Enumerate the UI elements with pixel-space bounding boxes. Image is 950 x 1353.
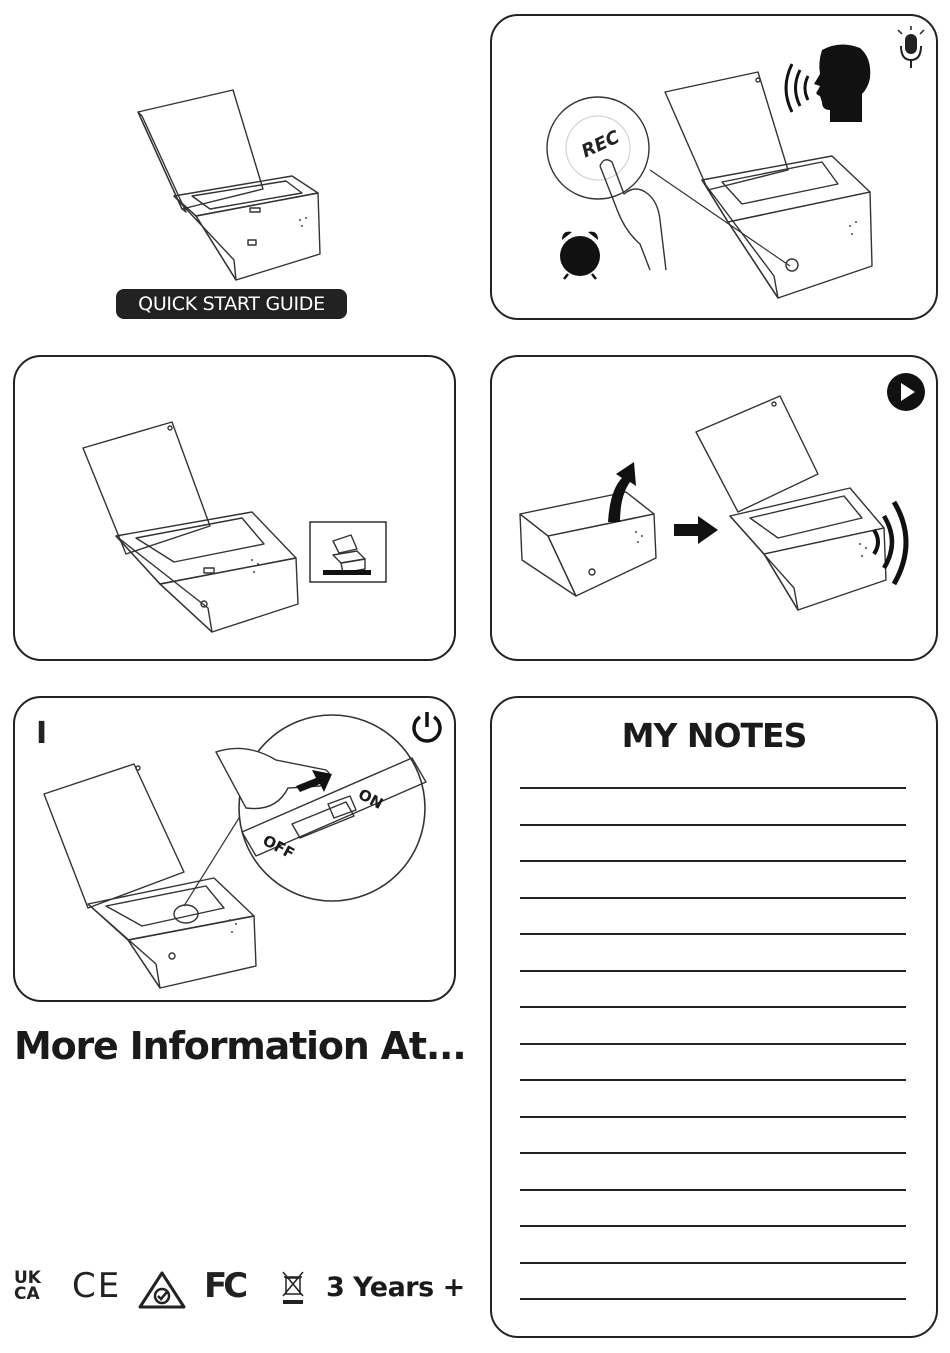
- note-line: [520, 1298, 906, 1300]
- sound-waves-icon: [870, 498, 920, 588]
- note-line: [520, 1079, 906, 1081]
- switch-off-label: OFF: [259, 831, 298, 863]
- note-line: [520, 787, 906, 789]
- switch-on-label: ON: [355, 785, 387, 813]
- quick-start-badge: QUICK START GUIDE: [116, 289, 347, 319]
- switch-zoom-icon: [236, 712, 436, 912]
- note-line: [520, 860, 906, 862]
- note-line: [520, 897, 906, 899]
- note-line: [520, 1225, 906, 1227]
- note-line: [520, 1262, 906, 1264]
- switch-arrow-icon: [296, 766, 336, 796]
- microphone-icon: [895, 26, 927, 70]
- closed-box-icon: [518, 492, 668, 602]
- play-box-illustration: [694, 396, 894, 616]
- age-label: 3 Years +: [326, 1272, 465, 1303]
- fcc-mark-icon: FC: [204, 1266, 245, 1306]
- note-line: [520, 824, 906, 826]
- ukca-bottom: CA: [14, 1284, 40, 1304]
- rec-button-label: REC: [578, 126, 623, 163]
- note-line: [520, 1189, 906, 1191]
- ukca-mark-icon: [14, 1270, 41, 1302]
- lift-lid-arrow-icon: [600, 460, 640, 526]
- notes-panel: [490, 696, 938, 1338]
- alarm-clock-icon: [556, 228, 606, 280]
- rcm-mark-icon: [138, 1271, 186, 1309]
- weee-bin-icon: [281, 1270, 305, 1306]
- record-box-illustration: [650, 62, 880, 302]
- ukca-top: UK: [14, 1268, 41, 1288]
- note-line: [520, 1152, 906, 1154]
- more-info-heading: More Information At...: [14, 1024, 466, 1068]
- note-line: [520, 1006, 906, 1008]
- note-line: [520, 1043, 906, 1045]
- power-box-illustration: [42, 760, 262, 990]
- note-line: [520, 970, 906, 972]
- step-marker: I: [36, 716, 48, 751]
- open-box-icon: [80, 412, 310, 632]
- box-on-charger-icon: [309, 521, 387, 583]
- note-line: [520, 1116, 906, 1118]
- note-line: [520, 933, 906, 935]
- notes-title: MY NOTES: [621, 716, 807, 755]
- ce-mark-icon: CE: [72, 1266, 122, 1306]
- cover-box-illustration: [130, 90, 360, 290]
